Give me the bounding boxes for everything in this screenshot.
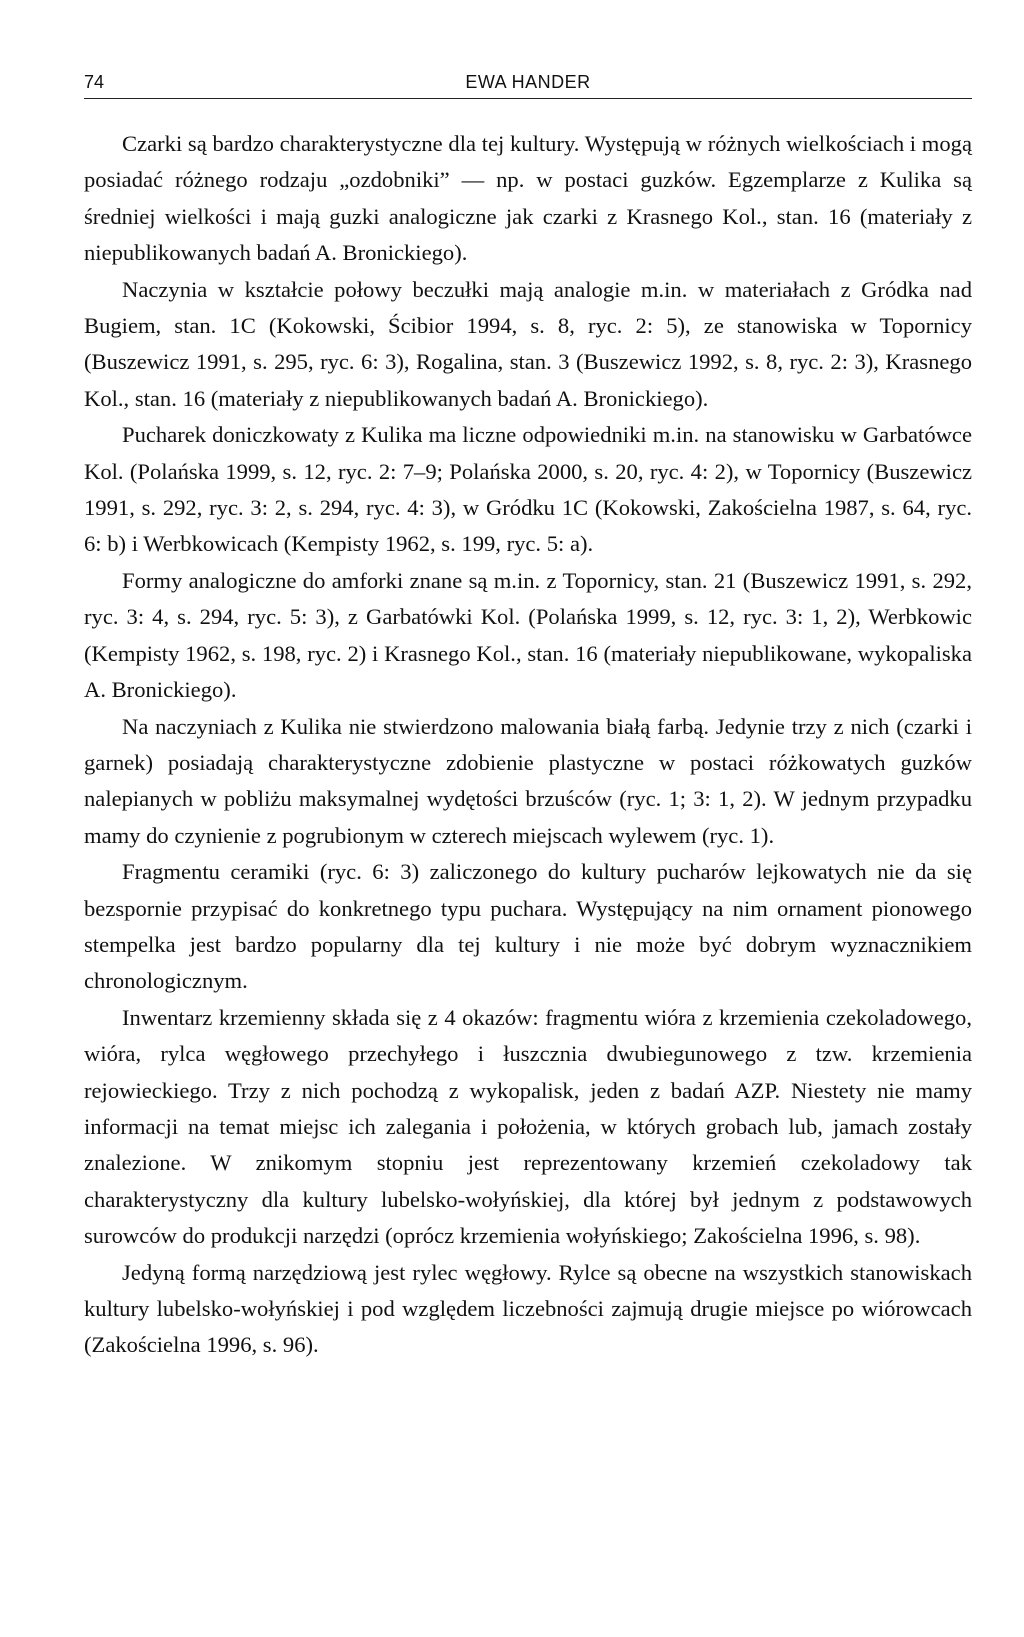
body-text [84,126,972,1364]
running-head-author: EWA HANDER [465,72,591,92]
paragraph-czarki: Czarki są bardzo charakterystyczne dla tej kultury. Występują w różnych wielkościach i mogą posiadać różnego rodzaju „ozdobniki” — np. w postaci guzków. Egzemplarze z Kulika są średniej wielkości i mają guzki analogiczne jak czarki z Krasnego Kol., stan. 16 (materiały z niepublikowanych badań A. Bronickiego). [84,131,972,266]
paragraph-malowanie: Na naczyniach z Kulika nie stwierdzono malowania białą farbą. Jedynie trzy z nich (czarki i garnek) posiadają charakterystyczne zdobienie plastyczne w postaci różkowatych guzków nalepianych w pobliżu maksymalnej wydętości brzuśców (ryc. 1; 3: 1, 2). W jednym przypadku mamy do czynienie z pogrubionym w czterech miejscach wylewem (ryc. 1). [84,713,972,848]
running-header [84,70,972,99]
paragraph-rylec: Jedyną formą narzędziową jest rylec węgłowy. Rylce są obecne na wszystkich stanowiskach kultury lubelsko-wołyńskiej i pod względem liczebności zajmują drugie miejsce po wiórowcach (Zakościelna 1996, s. 96). [84,1259,972,1358]
paragraph-naczynia: Naczynia w kształcie połowy beczułki mają analogie m.in. w materiałach z Gródka nad Bugiem, stan. 1C (Kokowski, Ścibior 1994, s. 8, ryc. 2: 5), ze stanowiska w Topornicy (Buszewicz 1991, s. 295, ryc. 6: 3), Rogalina, stan. 3 (Buszewicz 1992, s. 8, ryc. 2: 3), Krasnego Kol., stan. 16 (materiały z niepublikowanych badań A. Bronickiego). [84,276,972,411]
page-number: 74 [84,72,105,92]
paragraph-inwentarz-krzemienny: Inwentarz krzemienny składa się z 4 okazów: fragmentu wióra z krzemienia czekoladowego, wióra, rylca węgłowego przechyłego i łuszcznia dwubiegunowego z tzw. krzemienia rejowieckiego. Trzy z nich pochodzą z wykopalisk, jeden z badań AZP. Niestety nie mamy informacji na temat miejsc ich zalegania i położenia, w których grobach lub, jamach zostały znalezione. W znikomym stopniu jest reprezentowany krzemień czekoladowy tak charakterystyczny dla kultury lubelsko-wołyńskiej, dla której był jednym z podstawowych surowców do produkcji narzędzi (oprócz krzemienia wołyńskiego; Zakościelna 1996, s. 98). [84,1004,972,1249]
paragraph-fragment-ceramiki: Fragmentu ceramiki (ryc. 6: 3) zaliczonego do kultury pucharów lejkowatych nie da się bezspornie przypisać do konkretnego typu puchara. Występujący na nim ornament pionowego stempelka jest bardzo popularny dla tej kultury i nie może być dobrym wyznacznikiem chronologicznym. [84,859,972,994]
paragraph-pucharek: Pucharek doniczkowaty z Kulika ma liczne odpowiedniki m.in. na stanowisku w Garbatówce Kol. (Polańska 1999, s. 12, ryc. 2: 7–9; Polańska 2000, s. 20, ryc. 4: 2), w Topornicy (Buszewicz 1991, s. 292, ryc. 3: 2, s. 294, ryc. 4: 3), w Gródku 1C (Kokowski, Zakościelna 1987, s. 64, ryc. 6: b) i Werbkowicach (Kempisty 1962, s. 199, ryc. 5: a). [84,422,972,557]
paragraph-amforki: Formy analogiczne do amforki znane są m.in. z Topornicy, stan. 21 (Buszewicz 1991, s. 292, ryc. 3: 4, s. 294, ryc. 5: 3), z Garbatówki Kol. (Polańska 1999, s. 12, ryc. 3: 1, 2), Werbkowic (Kempisty 1962, s. 198, ryc. 2) i Krasnego Kol., stan. 16 (materiały niepublikowane, wykopaliska A. Bronickiego). [84,567,972,703]
